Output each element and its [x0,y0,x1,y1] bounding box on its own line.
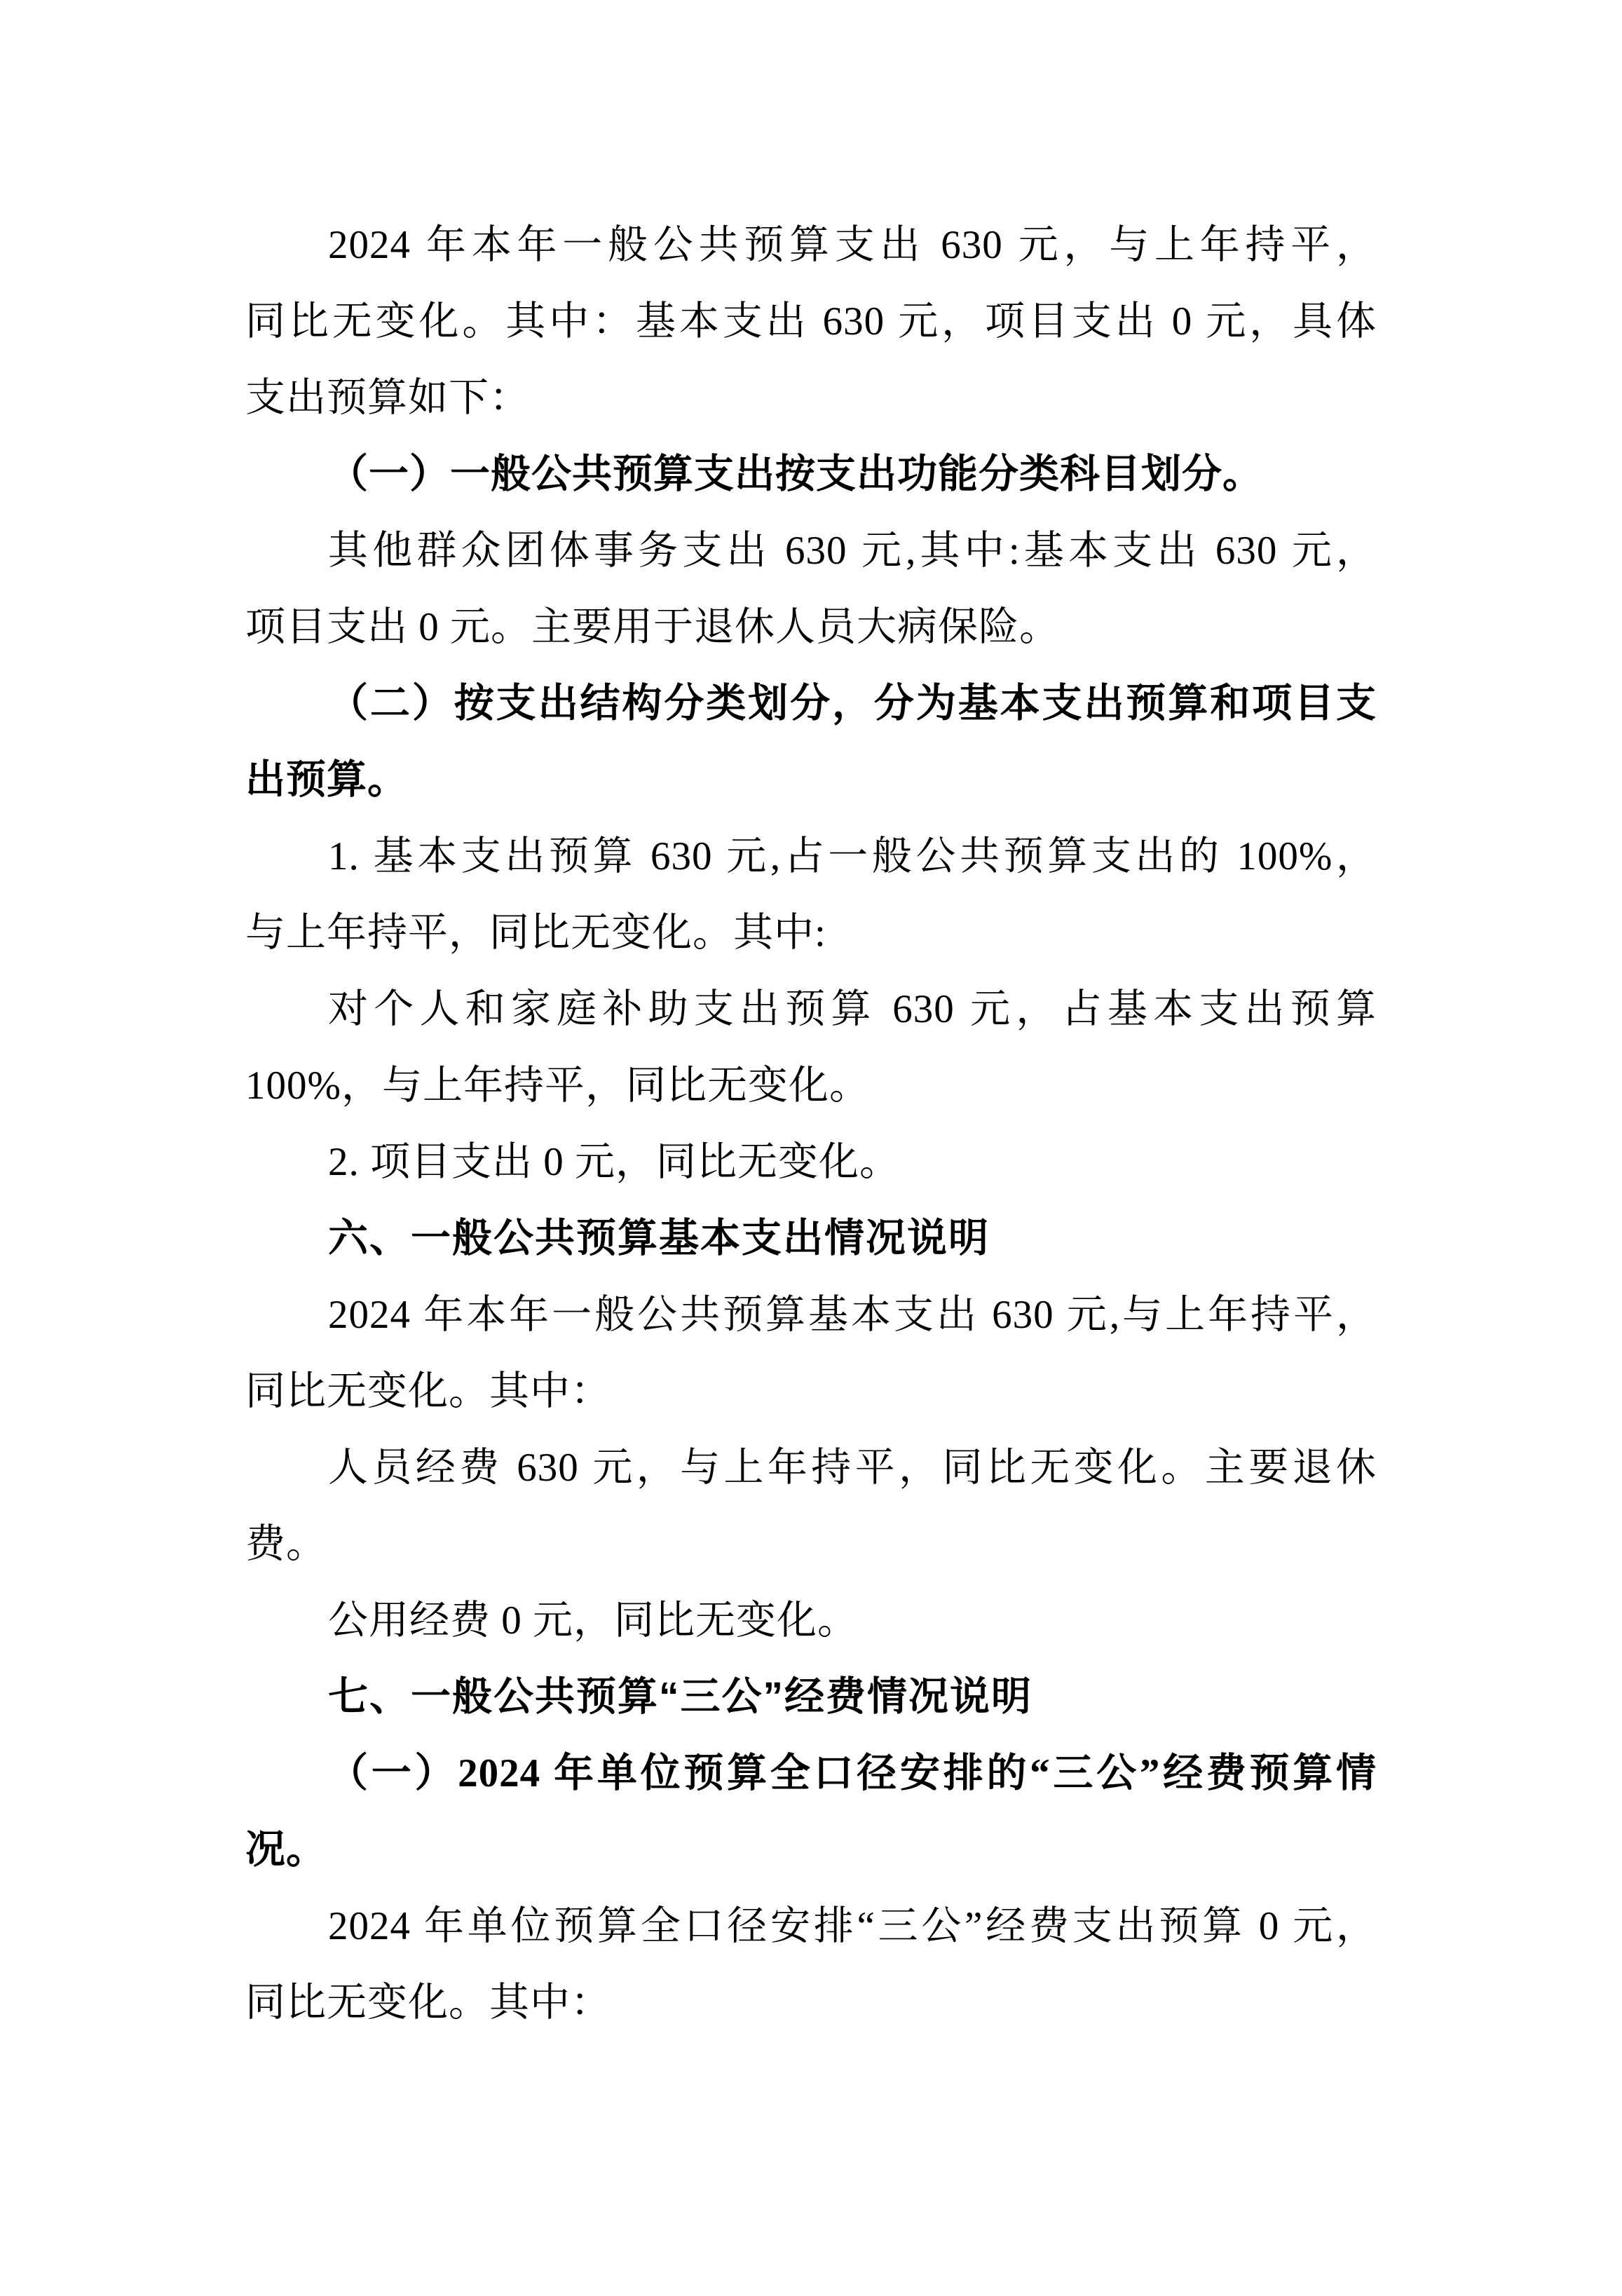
heading-three-public-budget-line-1: （一）2024 年单位预算全口径安排的“三公”经费预算情 [328,1751,1377,1795]
para-mass-organization-line-1: 其他群众团体事务支出 630 元,其中:基本支出 630 元， [328,529,1377,573]
para-basic-budget-line-1: 2024 年本年一般公共预算基本支出 630 元,与上年持平， [328,1293,1377,1337]
heading-function-classification: （一）一般公共预算支出按支出功能分类科目划分。 [328,452,1263,496]
para-individual-family-subsidy-line-1: 对个人和家庭补助支出预算 630 元，占基本支出预算 [328,987,1377,1031]
para-personnel-funds-line-2: 费。 [245,1522,327,1566]
para-expenditure-total-line-3: 支出预算如下： [245,376,530,420]
document-text-block [245,207,1377,2041]
para-three-public-total-line-1: 2024 年单位预算全口径安排“三公”经费支出预算 0 元， [328,1904,1377,1948]
para-basic-expenditure-line-1: 1. 基本支出预算 630 元,占一般公共预算支出的 100%， [328,834,1377,878]
para-expenditure-total-line-1: 2024 年本年一般公共预算支出 630 元，与上年持平， [328,223,1377,267]
para-three-public-total-line-2: 同比无变化。其中： [245,1981,611,2025]
para-individual-family-subsidy-line-2: 100%，与上年持平，同比无变化。 [245,1064,870,1108]
heading-three-public-budget-line-2: 况。 [245,1828,327,1872]
para-public-funds: 公用经费 0 元，同比无变化。 [328,1598,858,1643]
para-mass-organization-line-2: 项目支出 0 元。主要用于退休人员大病保险。 [245,605,1060,649]
heading-section-seven: 七、一般公共预算“三公”经费情况说明 [328,1674,1033,1719]
para-basic-expenditure-line-2: 与上年持平，同比无变化。其中: [245,911,826,955]
para-project-expenditure: 2. 项目支出 0 元，同比无变化。 [328,1140,900,1184]
heading-section-six: 六、一般公共预算基本支出情况说明 [328,1216,990,1261]
heading-structure-classification-line-1: （二）按支出结构分类划分，分为基本支出预算和项目支 [328,681,1377,726]
para-personnel-funds-line-1: 人员经费 630 元，与上年持平，同比无变化。主要退休 [328,1446,1377,1490]
para-basic-budget-line-2: 同比无变化。其中： [245,1369,611,1413]
para-expenditure-total-line-2: 同比无变化。其中：基本支出 630 元，项目支出 0 元，具体 [245,299,1377,344]
heading-structure-classification-line-2: 出预算。 [245,758,408,802]
